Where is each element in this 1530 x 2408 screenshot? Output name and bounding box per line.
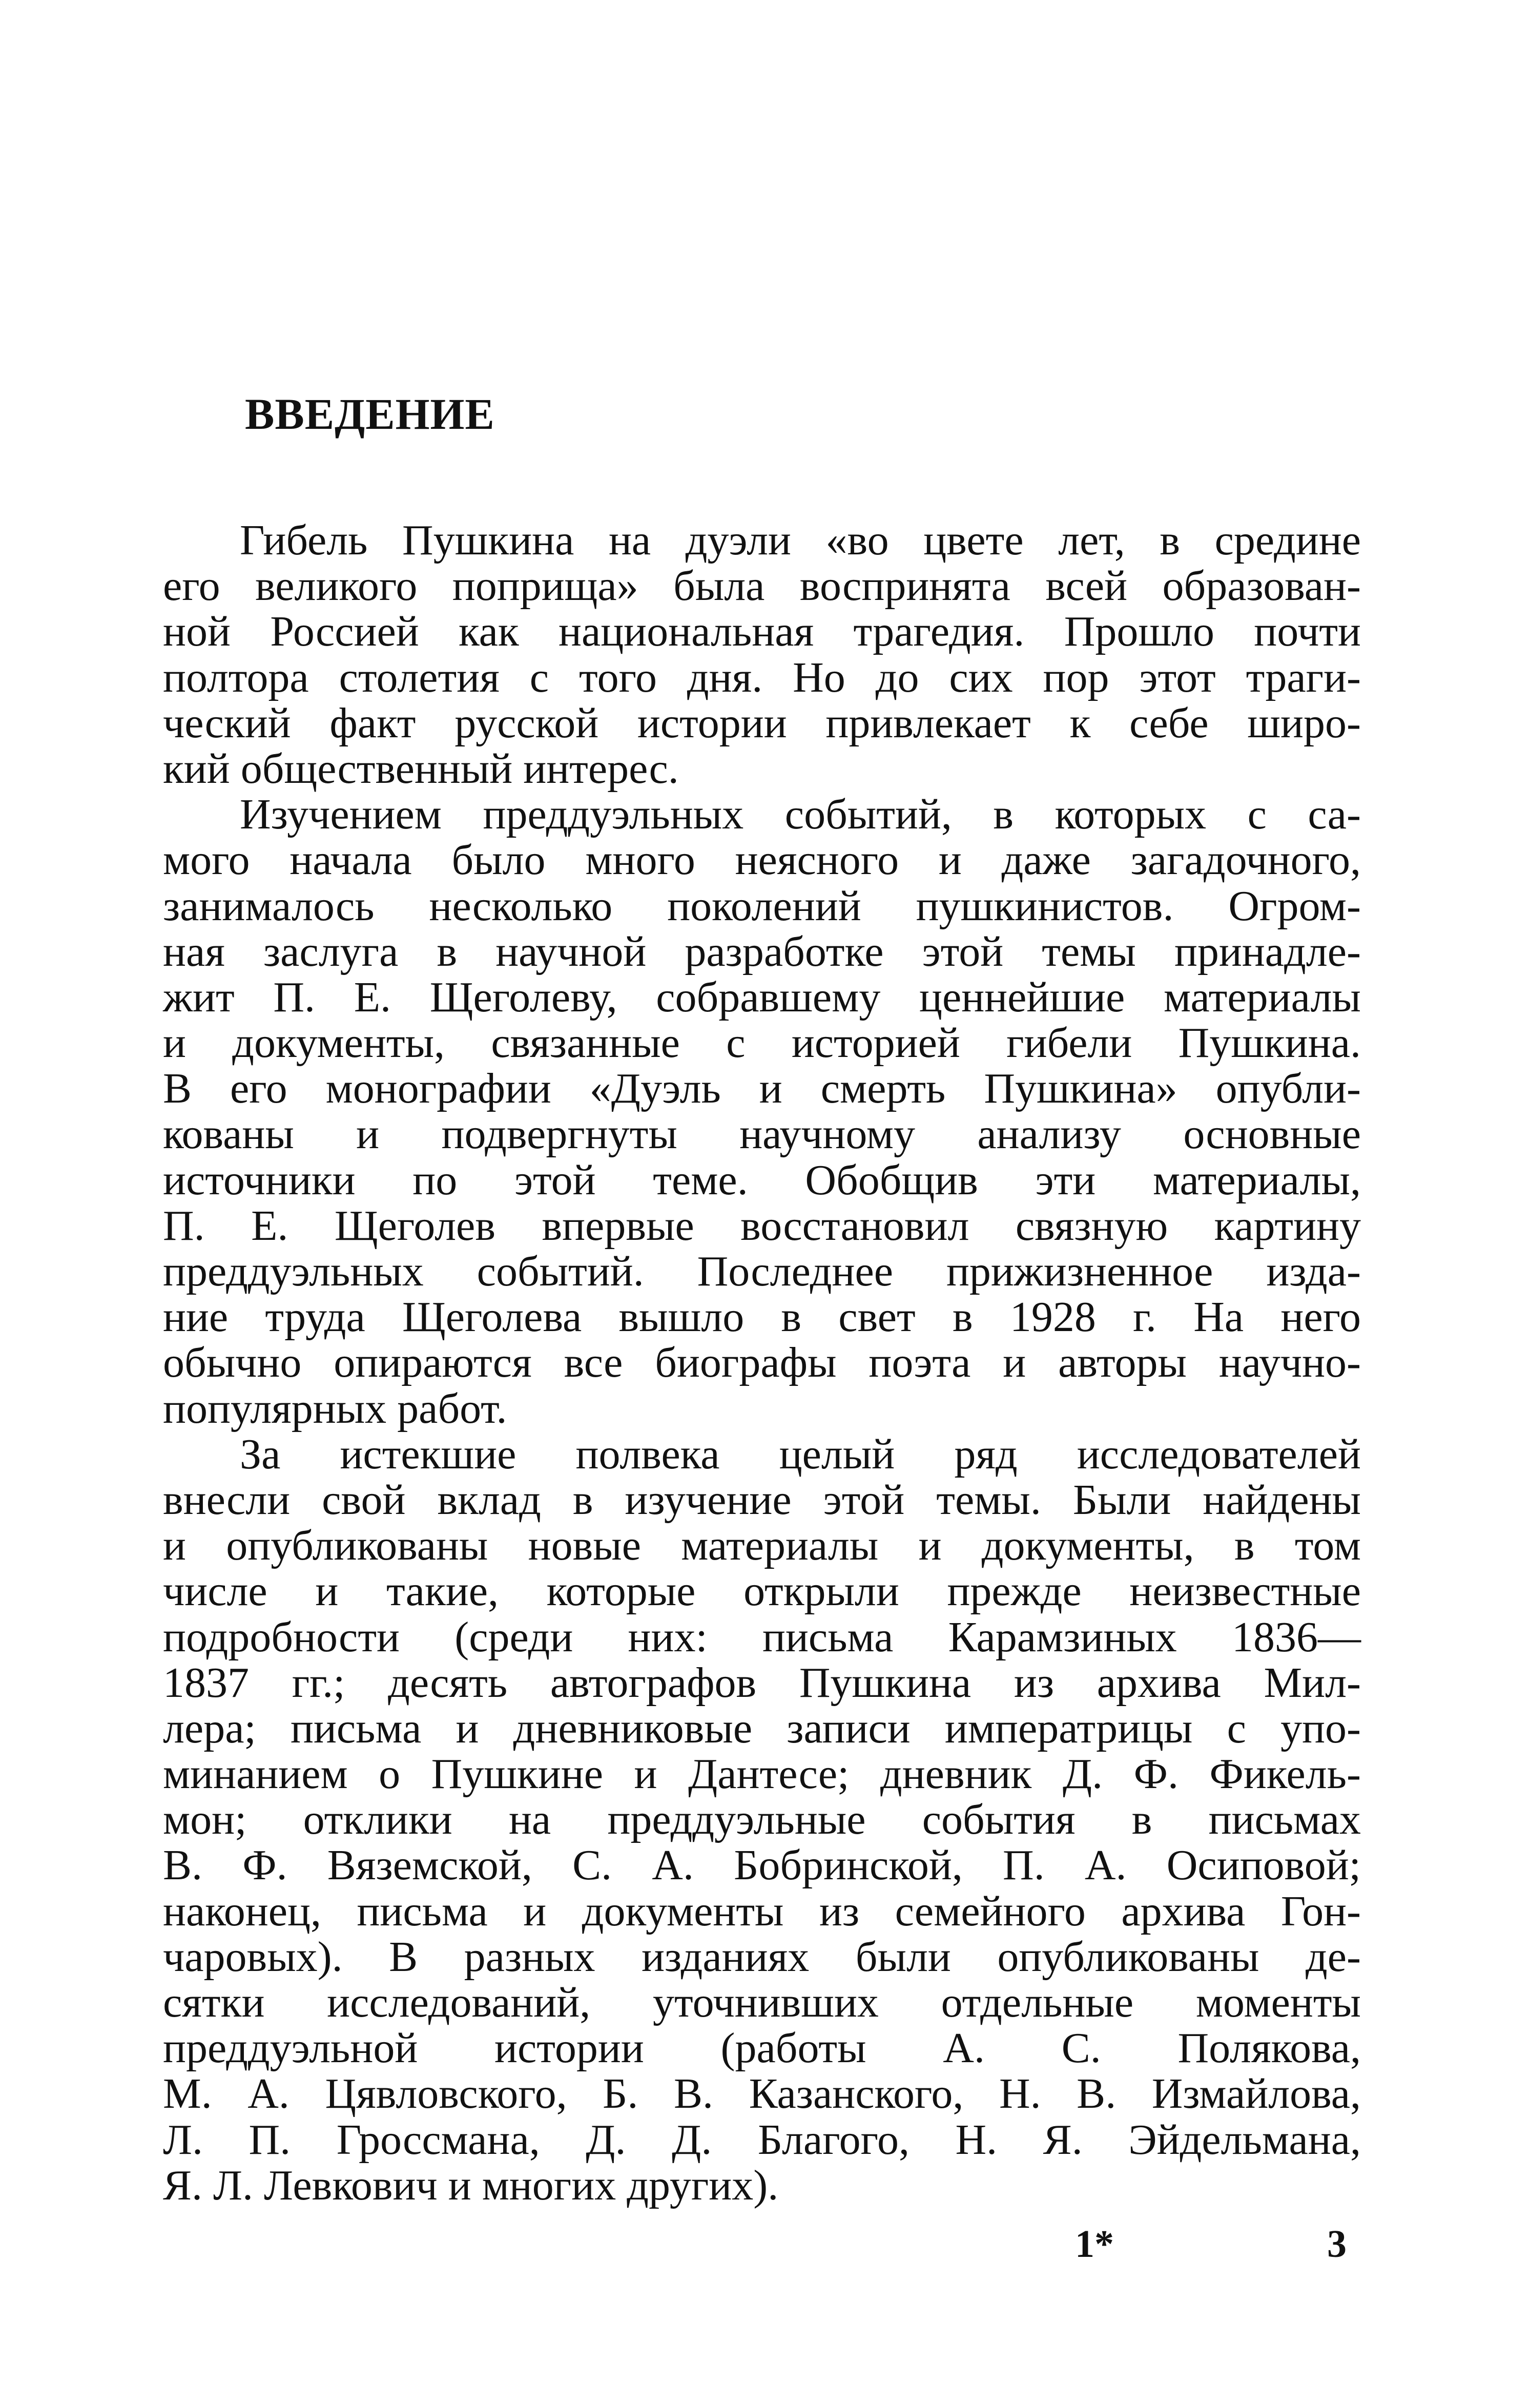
- text-line: 1837 гг.; десять автографов Пушкина из архива Мил-: [163, 1658, 1361, 1707]
- paragraph: [163, 792, 1361, 1431]
- text-line: ная заслуга в научной разработке этой темы принадле-: [163, 927, 1361, 975]
- text-line: полтора столетия с того дня. Но до сих пор этот траги-: [163, 653, 1361, 701]
- text-line: внесли свой вклад в изучение этой темы. Были найдены: [163, 1476, 1361, 1524]
- text-line: и опубликованы новые материалы и документы, в том: [163, 1522, 1361, 1570]
- paragraph: [163, 517, 1361, 792]
- text-line: За истекшие полвека целый ряд исследователей: [240, 1430, 1361, 1478]
- body-text: [163, 517, 1361, 2208]
- text-line: наконец, письма и документы из семейного архива Гон-: [163, 1887, 1361, 1935]
- text-line: источники по этой теме. Обобщив эти материалы,: [163, 1156, 1361, 1204]
- text-line: минанием о Пушкине и Дантесе; дневник Д. Ф. Фикель-: [163, 1750, 1361, 1798]
- page-number: 3: [1327, 2223, 1347, 2266]
- text-line: П. Е. Щеголев впервые восстановил связную картину: [163, 1201, 1361, 1250]
- chapter-heading: ВВЕДЕНИЕ: [245, 389, 495, 439]
- text-line: чаровых). В разных изданиях были опубликованы де-: [163, 1933, 1361, 1981]
- text-line: и документы, связанные с историей гибели Пушкина.: [163, 1019, 1361, 1067]
- text-line: мон; отклики на преддуэльные события в письмах: [163, 1796, 1361, 1844]
- text-line: Я. Л. Левкович и многих других).: [163, 2161, 779, 2209]
- paragraph: [163, 1431, 1361, 2208]
- text-line: преддуэльной истории (работы А. С. Полякова,: [163, 2024, 1361, 2072]
- text-line: преддуэльных событий. Последнее прижизненное изда-: [163, 1248, 1361, 1295]
- signature-mark: 1*: [1075, 2223, 1114, 2266]
- text-line: ние труда Щеголева вышло в свет в 1928 г. На него: [163, 1293, 1361, 1341]
- text-line: Изучением преддуэльных событий, в которых с са-: [240, 791, 1361, 839]
- text-line: жит П. Е. Щеголеву, собравшему ценнейшие материалы: [163, 973, 1361, 1021]
- text-line: сятки исследований, уточнивших отдельные моменты: [163, 1979, 1361, 2026]
- text-line: кованы и подвергнуты научному анализу основные: [163, 1110, 1361, 1158]
- text-line: В его монографии «Дуэль и смерть Пушкина» опубли-: [163, 1065, 1361, 1113]
- text-line: Гибель Пушкина на дуэли «во цвете лет, в средине: [240, 516, 1361, 564]
- text-line: числе и такие, которые открыли прежде неизвестные: [163, 1567, 1361, 1615]
- text-line: лера; письма и дневниковые записи императрицы с упо-: [163, 1704, 1361, 1752]
- text-line: Л. П. Гроссмана, Д. Д. Благого, Н. Я. Эйдельмана,: [163, 2115, 1361, 2164]
- text-line: обычно опираются все биографы поэта и авторы научно-: [163, 1339, 1361, 1387]
- text-line: ной Россией как национальная трагедия. Прошло почти: [163, 608, 1361, 656]
- text-line: мого начала было много неясного и даже загадочного,: [163, 836, 1361, 884]
- text-line: его великого поприща» была воспринята всей образован-: [163, 562, 1361, 610]
- text-line: М. А. Цявловского, Б. В. Казанского, Н. В. Измайлова,: [163, 2070, 1361, 2118]
- text-line: популярных работ.: [163, 1384, 507, 1433]
- text-line: кий общественный интерес.: [163, 744, 679, 793]
- text-line: ческий факт русской истории привлекает к себе широ-: [163, 699, 1361, 747]
- text-line: подробности (среди них: письма Карамзиных 1836—: [163, 1613, 1361, 1661]
- text-line: занималось несколько поколений пушкинистов. Огром-: [163, 882, 1361, 930]
- text-line: В. Ф. Вяземской, С. А. Бобринской, П. А. Осиповой;: [163, 1841, 1361, 1890]
